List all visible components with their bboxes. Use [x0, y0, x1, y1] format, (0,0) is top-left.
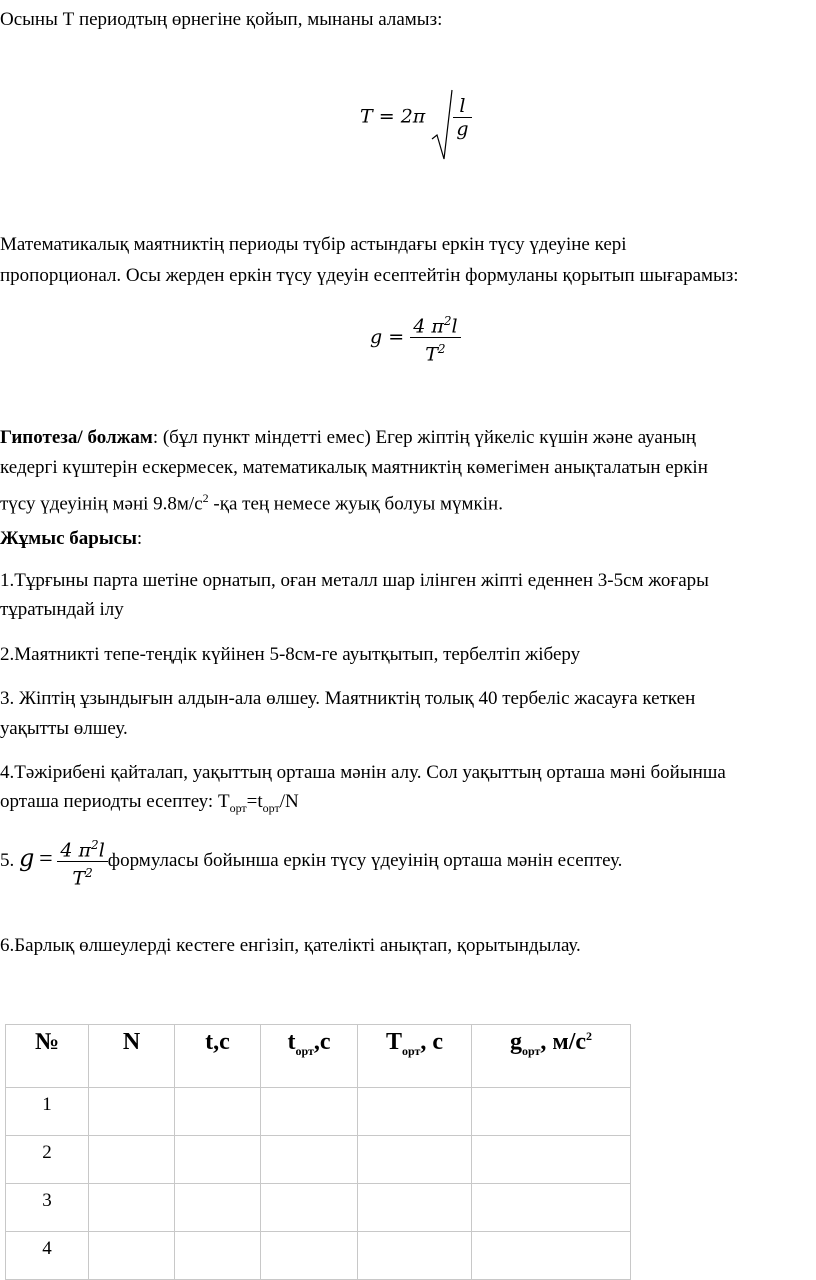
formula-eq: =	[39, 846, 53, 872]
cell-n[interactable]	[89, 1136, 175, 1184]
formula-lhs: g	[19, 844, 35, 872]
cell-t-avg[interactable]	[261, 1136, 358, 1184]
cell-g-avg[interactable]	[472, 1088, 631, 1136]
denominator-exponent: 2	[85, 866, 93, 881]
header-period-text: Т	[385, 1029, 402, 1055]
step-4-line-1: 4.Тәжірибені қайталап, уақыттың орташа мәнін алу. Сол уақыттың орташа мәні бойынша	[0, 762, 726, 783]
cell-t-avg[interactable]	[261, 1088, 358, 1136]
hypothesis-text: : (бұл пункт міндетті емес) Егер жіптің үйкеліс күшін және ауаның	[152, 427, 696, 448]
row-number: 3	[6, 1184, 89, 1232]
cell-n[interactable]	[89, 1232, 175, 1280]
cell-g-avg[interactable]	[472, 1184, 631, 1232]
formula-eq: =	[388, 325, 405, 348]
fraction-denominator: T	[425, 343, 438, 366]
table-row	[6, 1232, 631, 1280]
fraction-denominator: g	[453, 117, 471, 140]
work-heading	[0, 525, 816, 553]
subscript-avg: орт	[521, 1043, 541, 1058]
step-5-text: формуласы бойынша еркін түсу үдеуінің орташа мәнін есептеу.	[107, 850, 623, 871]
cell-t[interactable]	[175, 1088, 261, 1136]
header-g-avg	[472, 1025, 631, 1088]
denominator-exponent: 2	[437, 342, 446, 357]
square-root	[431, 95, 471, 140]
subscript-avg: орт	[295, 1043, 314, 1058]
table-row	[6, 1088, 631, 1136]
hypothesis-line-1	[0, 424, 816, 452]
numerator-tail: l	[451, 315, 458, 338]
cell-period-avg[interactable]	[358, 1184, 472, 1232]
header-t-avg-text: t	[287, 1029, 296, 1055]
table-header-row	[6, 1025, 631, 1088]
formula-lhs: g	[370, 325, 383, 348]
cell-n[interactable]	[89, 1088, 175, 1136]
header-t: t,c	[175, 1025, 261, 1088]
intro-line: Осыны Т периодтың өрнегіне қойып, мынаны аламыз:	[0, 9, 443, 30]
cell-period-avg[interactable]	[358, 1232, 472, 1280]
cell-g-avg[interactable]	[472, 1232, 631, 1280]
header-period-avg	[358, 1025, 472, 1088]
radical-sign-icon	[431, 89, 453, 163]
paragraph-1-line-2: пропорционал. Осы жерден еркін түсу үдеуін есептейтін формуланы қорытып шығарамыз:	[0, 265, 739, 286]
step-5	[0, 828, 816, 891]
row-number: 1	[6, 1088, 89, 1136]
row-number: 2	[6, 1136, 89, 1184]
work-colon: :	[136, 528, 143, 549]
cell-period-avg[interactable]	[358, 1136, 472, 1184]
formula-coef: 2π	[400, 105, 426, 128]
header-g-unit: , м/с	[540, 1029, 587, 1055]
numerator-exponent: 2	[91, 837, 99, 852]
g-formula	[370, 310, 461, 366]
hypothesis-tail: -қа тең немесе жуық болуы мүмкін.	[208, 493, 503, 515]
cell-n[interactable]	[89, 1184, 175, 1232]
step-4-text: орташа периодты есептеу: Т	[0, 791, 230, 812]
header-g-text: g	[509, 1029, 522, 1055]
step-3-line-2: уақытты өлшеу.	[0, 718, 128, 739]
cell-period-avg[interactable]	[358, 1088, 472, 1136]
formula-lhs: T	[360, 105, 373, 128]
cell-t[interactable]	[175, 1184, 261, 1232]
header-t-avg-unit: ,c	[313, 1029, 331, 1055]
step-6: 6.Барлық өлшеулерді кестеге енгізіп, қателікті анықтап, қорытындылау.	[0, 935, 581, 956]
subscript-avg: орт	[262, 800, 280, 815]
numerator-tail: l	[98, 839, 105, 862]
unit-exponent: 2	[586, 1029, 593, 1043]
numerator-exponent: 2	[443, 314, 452, 328]
measurement-table	[5, 1024, 631, 1280]
fraction-denominator: T	[72, 867, 86, 890]
step-3-line-1: 3. Жіптің ұзындығын алдын-ала өлшеу. Маятниктің толық 40 тербеліс жасауға кеткен	[0, 688, 696, 709]
formula-eq: =	[378, 105, 395, 128]
cell-g-avg[interactable]	[472, 1136, 631, 1184]
row-number: 4	[6, 1232, 89, 1280]
table-row	[6, 1136, 631, 1184]
header-number: №	[6, 1025, 89, 1088]
fraction-numerator: 4 π	[413, 315, 444, 338]
step-1-line-2: тұратындай ілу	[0, 599, 124, 620]
hypothesis-line-3	[0, 484, 816, 518]
header-period-unit: , с	[420, 1029, 444, 1055]
cell-t[interactable]	[175, 1136, 261, 1184]
cell-t[interactable]	[175, 1232, 261, 1280]
hypothesis-line-2: кедергі күштерін ескермесек, математикалық маятниктің көмегімен анықталатын еркін	[0, 457, 708, 478]
step-1-line-1: 1.Тұрғыны парта шетіне орнатып, оған металл шар ілінген жіпті еденнен 3-5см жоғары	[0, 570, 709, 591]
hypothesis-value: түсу үдеуінің мәні 9.8м/с	[0, 493, 203, 515]
subscript-avg: орт	[401, 1043, 421, 1058]
step-4-mid: =t	[246, 791, 263, 812]
fraction-numerator: l	[459, 95, 466, 117]
step-2: 2.Маятникті тепе-теңдік күйінен 5-8см-ге ауытқытып, тербелтіп жіберу	[0, 644, 581, 665]
step-4-line-2	[0, 788, 816, 822]
fraction-numerator: 4 π	[60, 839, 92, 862]
header-t-avg	[261, 1025, 358, 1088]
subscript-avg: орт	[229, 800, 247, 815]
hypothesis-label: Гипотеза/ болжам	[0, 427, 153, 448]
cell-t-avg[interactable]	[261, 1232, 358, 1280]
work-label: Жұмыс барысы	[0, 528, 137, 549]
paragraph-1-line-1: Математикалық маятниктің периоды түбір астындағы еркін түсу үдеуіне кері	[0, 234, 627, 255]
cell-t-avg[interactable]	[261, 1184, 358, 1232]
step-4-end: /N	[279, 791, 299, 812]
header-n: N	[89, 1025, 175, 1088]
step-5-prefix: 5.	[0, 850, 19, 871]
unit-exponent: 2	[202, 491, 209, 505]
table-row	[6, 1184, 631, 1232]
period-formula	[360, 95, 472, 140]
